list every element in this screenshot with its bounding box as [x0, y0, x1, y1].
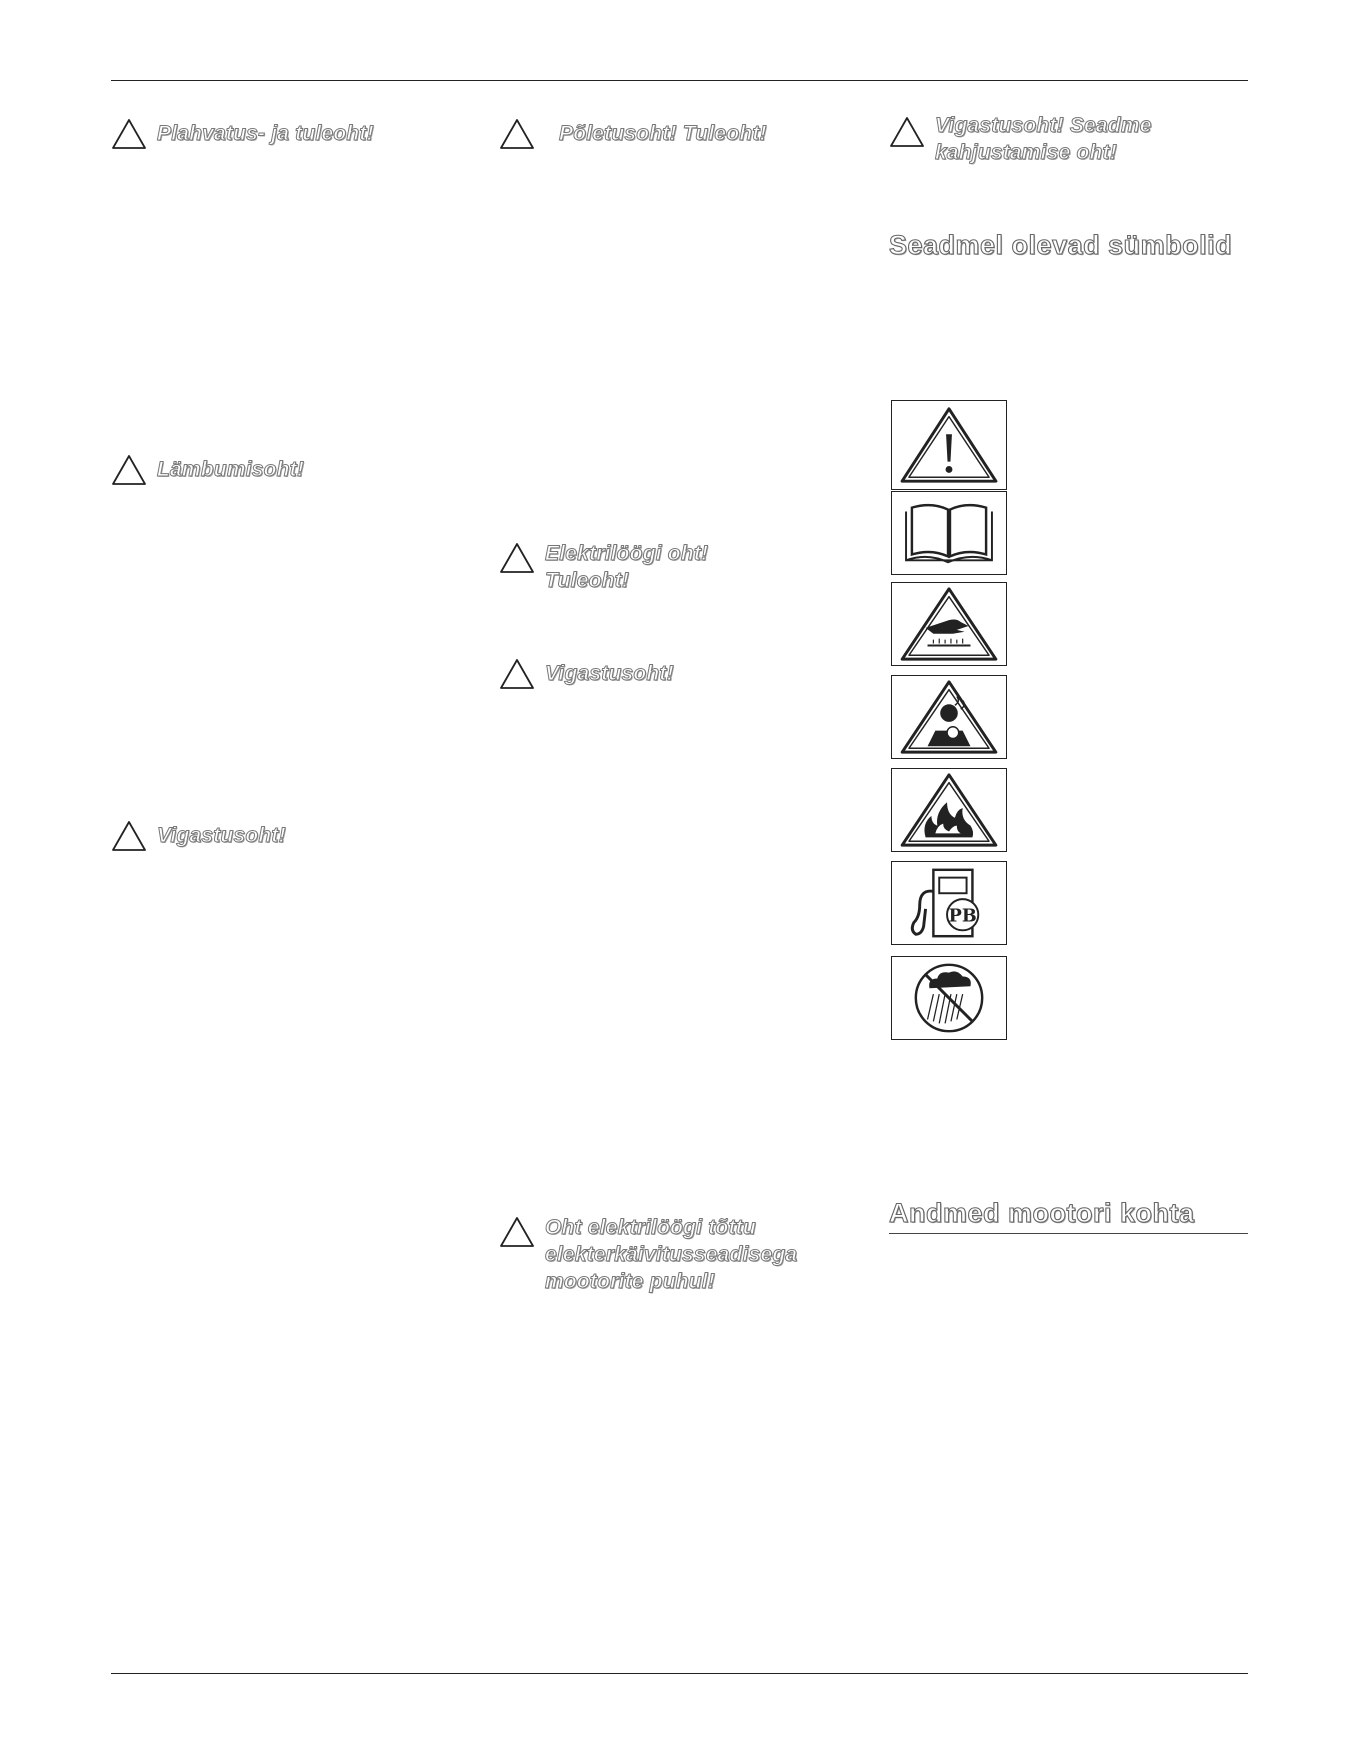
- warning-electric-shock-fire: [499, 538, 759, 594]
- fire-hazard-icon: [891, 768, 1007, 852]
- top-rule: [111, 80, 1248, 81]
- warning-electric-starter: [499, 1212, 819, 1295]
- warning-injury-device-damage: [889, 110, 1209, 166]
- warning-title: Elektrilöögi oht! Tuleoht!: [545, 542, 709, 592]
- warning-triangle-icon: [499, 658, 535, 690]
- warning-explosion-fire: [111, 118, 374, 150]
- warning-title: Vigastusoht!: [545, 662, 674, 685]
- bottom-rule: [111, 1673, 1248, 1674]
- general-warning-icon: [891, 400, 1007, 490]
- warning-title: Vigastusoht! Seadme kahjustamise oht!: [935, 114, 1152, 164]
- svg-text:PB: PB: [948, 906, 977, 927]
- warning-burn-fire: [499, 118, 767, 150]
- warning-triangle-icon: [499, 542, 535, 574]
- warning-triangle-icon: [111, 118, 147, 150]
- warning-triangle-icon: [111, 454, 147, 486]
- warning-triangle-icon: [111, 820, 147, 852]
- warning-title: Vigastusoht!: [157, 824, 286, 847]
- warning-title: Lämbumisoht!: [157, 458, 305, 481]
- warning-injury: [111, 820, 286, 852]
- warning-title: Põletusoht! Tuleoht!: [559, 122, 767, 145]
- warning-title: Plahvatus- ja tuleoht!: [157, 122, 374, 145]
- hot-surface-icon: [891, 582, 1007, 666]
- warning-injury-2: [499, 658, 674, 690]
- symbols-heading: Seadmel olevad sümbolid: [889, 230, 1233, 260]
- fuel-pump-petrol-icon: [891, 861, 1007, 945]
- warning-triangle-icon: [889, 116, 925, 148]
- engine-data-heading: Andmed mootori kohta: [889, 1198, 1195, 1228]
- warning-suffocation: [111, 454, 304, 486]
- engine-heading-rule: [889, 1233, 1248, 1234]
- no-rain-icon: [891, 956, 1007, 1040]
- warning-triangle-icon: [499, 118, 535, 150]
- warning-title: Oht elektrilöögi tõttu elekterkäivitusseadisega mootorite puhul!: [545, 1216, 798, 1293]
- toxic-fumes-icon: [891, 675, 1007, 759]
- read-manual-icon: [891, 491, 1007, 575]
- warning-triangle-icon: [499, 1216, 535, 1248]
